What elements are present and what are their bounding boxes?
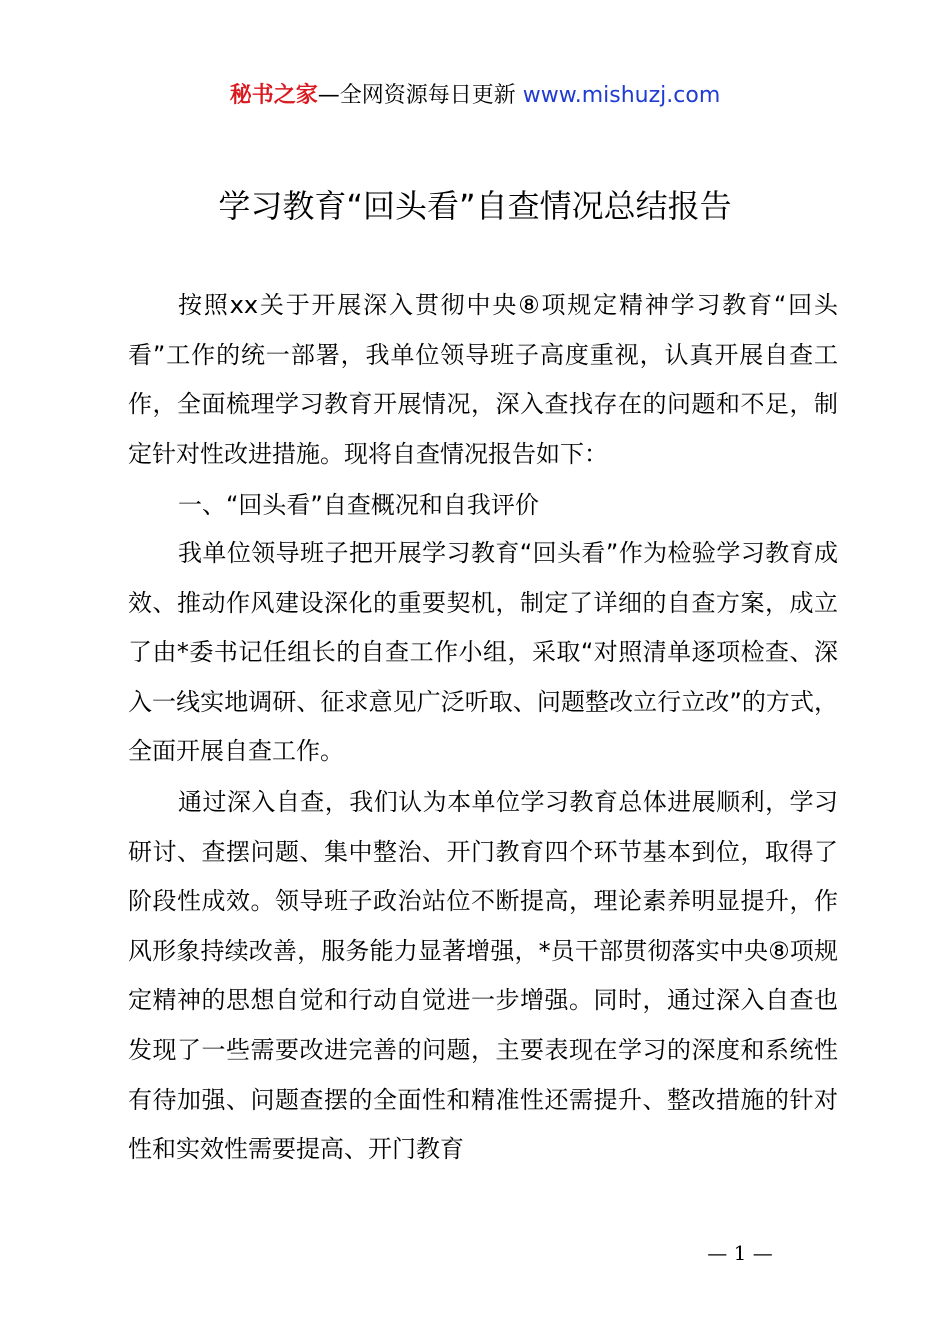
- site-brand: 秘书之家: [229, 83, 318, 108]
- intro-paragraph: 按照xx关于开展深入贯彻中央⑧项规定精神学习教育“回头看”工作的统一部署，我单位领导班子高度重视，认真开展自查工作，全面梳理学习教育开展情况，深入查找存在的问题和不足，制定针对性改进措施。现将自查情况报告如下：: [128, 291, 838, 468]
- page-number: — 1 —: [707, 1241, 773, 1265]
- document-title: 学习教育“回头看”自查情况总结报告: [218, 187, 732, 225]
- site-slogan: —全网资源每日更新: [317, 83, 516, 108]
- site-url-link[interactable]: www.mishuzj.com: [522, 83, 721, 108]
- site-header: [0, 80, 950, 112]
- body-paragraph: 通过深入自查，我们认为本单位学习教育总体进展顺利，学习研讨、查摆问题、集中整治、开门教育四个环节基本到位，取得了阶段性成效。领导班子政治站位不断提高，理论素养明显提升，作风形象持续改善，服务能力显著增强，*员干部贯彻落实中央⑧项规定精神的思想自觉和行动自觉进一步增强。同时，通过深入自查也发现了一些需要改进完善的问题，主要表现在学习的深度和系统性有待加强、问题查摆的全面性和精准性还需提升、整改措施的针对性和实效性需要提高、开门教育: [128, 788, 838, 1164]
- section-heading-1: 一、“回头看”自查概况和自我评价: [178, 491, 539, 519]
- body-paragraph: 我单位领导班子把开展学习教育“回头看”作为检验学习教育成效、推动作风建设深化的重要契机，制定了详细的自查方案，成立了由*委书记任组长的自查工作小组，采取“对照清单逐项检查、深入一线实地调研、征求意见广泛听取、问题整改立行立改”的方式，全面开展自查工作。: [128, 539, 838, 766]
